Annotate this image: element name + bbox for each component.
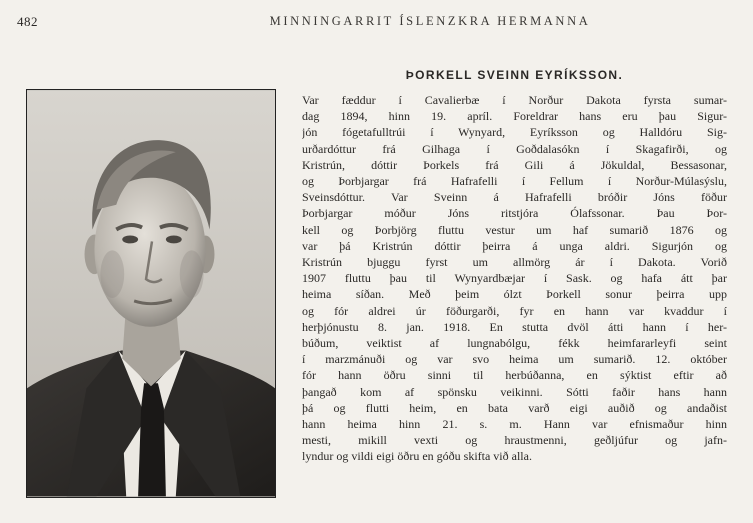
- text-line: jón fógetafulltrúi í Wynyard, Eyríksson og Halldóru Sig-: [302, 125, 727, 140]
- biography-title: ÞORKELL SVEINN EYRÍKSSON.: [405, 68, 624, 82]
- text-line: 1907 fluttu þau til Wynyardbæjar í Sask. og hafa átt þar: [302, 271, 727, 286]
- text-line: lyndur og vildi eigi öðru en góðu skifta við alla.: [302, 449, 532, 464]
- text-line: urðardóttur frá Gilhaga í Goðdalasókn í Skagafirði, og: [302, 141, 727, 156]
- biography-text: [302, 92, 727, 465]
- text-line: Sveinsdóttur. Var Sveinn á Hafrafelli bróðir Jóns föður: [302, 190, 727, 205]
- text-line: mesti, mikill vexti og hraustmenni, geðljúfur og jafn-: [302, 433, 727, 448]
- text-line: þá og flutti heim, en bata varð eigi auðið og andaðist: [302, 400, 727, 415]
- text-line: herþjónustu 8. jan. 1918. En stutta dvöl átti hann í her-: [302, 319, 727, 334]
- text-line: og fór aldrei úr föðurgarði, fyr en hann var kvaddur í: [302, 303, 727, 318]
- portrait-illustration: [27, 90, 275, 497]
- text-line: þangað kom af spönsku veikinni. Sótti faðir hans hann: [302, 384, 727, 399]
- text-line: dag 1894, hinn 19. apríl. Foreldrar hans eru þau Sigur-: [302, 109, 727, 124]
- running-title: MINNINGARRIT ÍSLENZKRA HERMANNA: [269, 14, 591, 28]
- text-line: Kristrún, dóttir Þorkels frá Gili á Jökuldal, Bessasonar,: [302, 157, 727, 172]
- text-line: fór hann öðru sinni til herbúðanna, en sýktist eftir að: [302, 368, 727, 383]
- text-line: búðum, veiktist af lungnabólgu, fékk heimfararleyfi seint: [302, 336, 727, 351]
- text-line: og Þorbjargar frá Hafrafelli í Fellum í Norður-Múlasýslu,: [302, 174, 727, 189]
- text-line: var þá Kristrún dóttir þeirra á unga aldri. Sigurjón og: [302, 238, 727, 253]
- text-line: kell og Þorbjörg fluttu vestur um haf sumarið 1876 og: [302, 222, 727, 237]
- text-line: Kristrún bjuggu fyrst um allmörg ár í Dakota. Vorið: [302, 255, 727, 270]
- text-line: Var fæddur í Cavalierbæ í Norður Dakota fyrsta sumar-: [302, 93, 727, 107]
- portrait-photo: [26, 89, 276, 498]
- text-line: heima síðan. Með þeim ólzt Þorkell sonur þeirra upp: [302, 287, 727, 302]
- text-line: í marzmánuði og var svo heima um sumarið. 12. október: [302, 352, 727, 367]
- text-line: hann heima hinn 21. s. m. Hann var efnismaður hinn: [302, 417, 727, 432]
- page-number: 482: [17, 14, 38, 29]
- text-line: Þorbjargar móður Jóns ritstjóra Ólafssonar. Þau Þor-: [302, 206, 727, 221]
